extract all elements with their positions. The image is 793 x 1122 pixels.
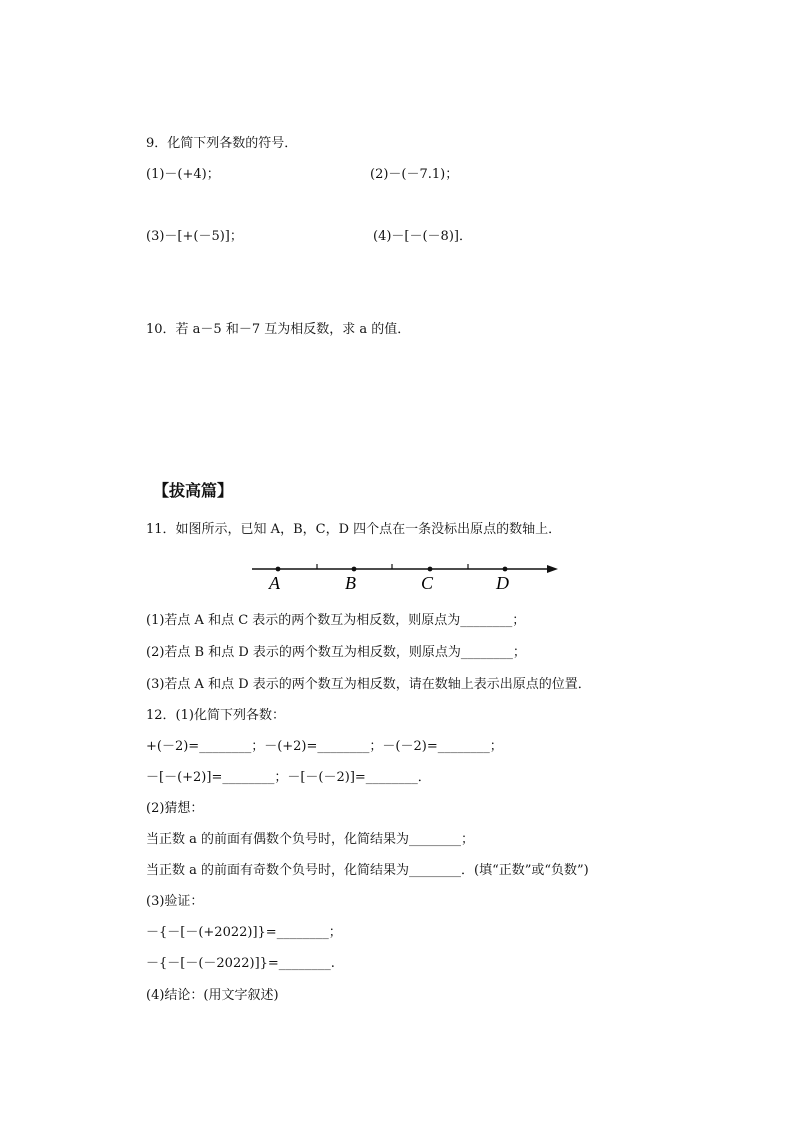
q12-guess2: 当正数 a 的前面有奇数个负号时，化简结果为________．(填“正数”或“负数”) [146, 863, 589, 878]
q9-title: 9．化简下列各数的符号． [146, 136, 298, 151]
label-b: B [345, 573, 356, 593]
q11-title: 11．如图所示，已知 A，B，C，D 四个点在一条没标出原点的数轴上． [146, 522, 562, 537]
q12-part4: (4)结论：(用文字叙述) [146, 988, 279, 1003]
q12-verify2: －{－[－(－2022)]}=________. [146, 956, 335, 971]
point-c [428, 567, 433, 572]
point-a [276, 567, 281, 572]
q11-part1: (1)若点 A 和点 C 表示的两个数互为相反数，则原点为________； [146, 613, 526, 628]
label-c: C [421, 573, 434, 593]
q12-line2: －[－(+2)]=________；－[－(－2)]=________． [146, 770, 431, 785]
number-line-figure [248, 556, 564, 594]
q12-part2: (2)猜想： [146, 801, 204, 816]
q9-part3: (3)－[+(－5)]； [146, 229, 243, 244]
q12-guess1: 当正数 a 的前面有偶数个负号时，化简结果为________； [146, 832, 475, 847]
q11-part3: (3)若点 A 和点 D 表示的两个数互为相反数，请在数轴上表示出原点的位置． [146, 677, 591, 692]
q10-title: 10．若 a－5 和－7 互为相反数，求 a 的值． [146, 322, 411, 337]
label-d: D [496, 573, 509, 593]
q9-part4: (4)－[－(－8)]． [373, 229, 472, 244]
q12-line1: +(－2)=________；－(+2)=________；－(－2)=________； [146, 739, 503, 754]
number-line-arrow [547, 565, 558, 573]
q9-part2: (2)－(－7.1)； [370, 167, 459, 182]
q11-part2: (2)若点 B 和点 D 表示的两个数互为相反数，则原点为________； [146, 645, 526, 660]
q12-verify1: －{－[－(+2022)]}=________； [146, 925, 342, 940]
section-heading: 【拔高篇】 [153, 481, 234, 500]
point-b [352, 567, 357, 572]
label-a: A [269, 573, 280, 593]
q9-part1: (1)－(+4)； [146, 167, 220, 182]
point-d [503, 567, 508, 572]
q12-part3: (3)验证： [146, 894, 204, 909]
q12-title: 12．(1)化简下列各数： [146, 708, 285, 723]
